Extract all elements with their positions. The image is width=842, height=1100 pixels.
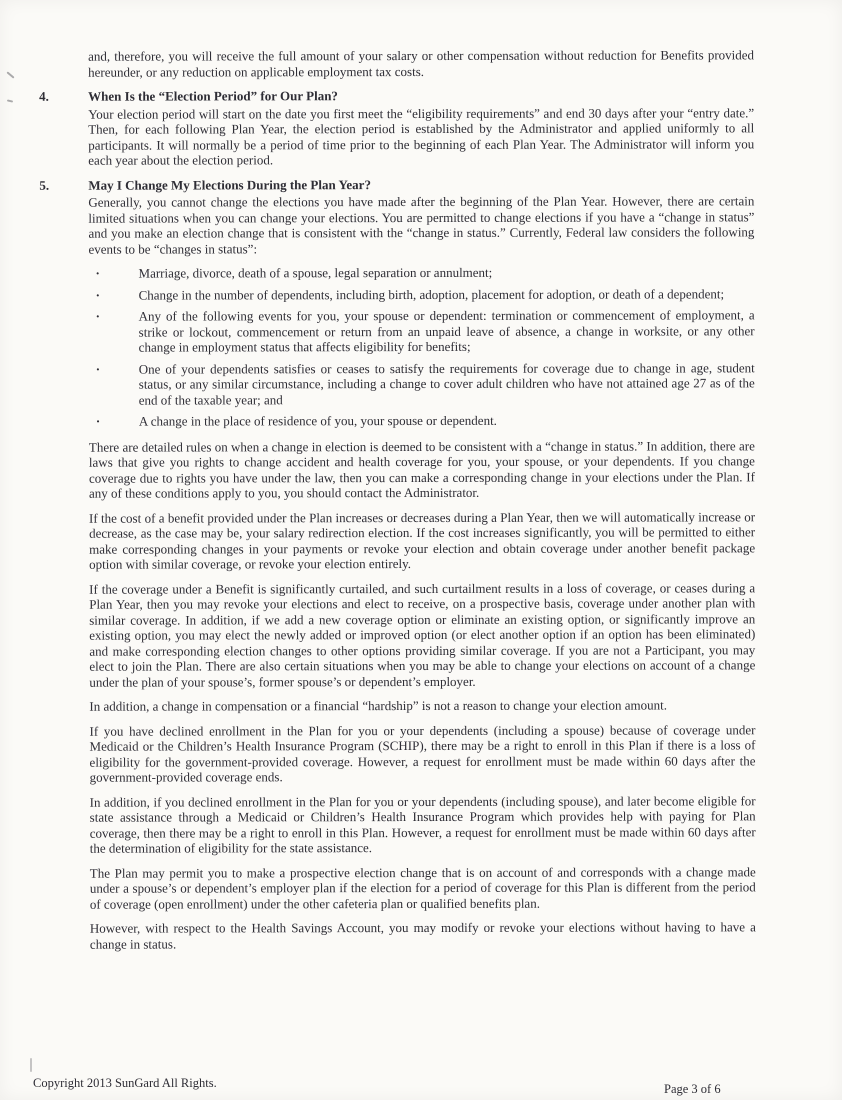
section-paragraph: Your election period will start on the date you first meet the “eligibility requirements” and end 30 days after your “entry date.” Then, for each following Plan Year, the election period is established by the Administrator and applied uniformly to all participants. It will normally be a period of time prior to the beginning of each Plan Year. The Administrator will inform you each year about the election period.: [88, 104, 755, 168]
bullet-icon: ·: [95, 287, 100, 303]
section-heading: May I Change My Elections During the Plan Year?: [88, 176, 371, 193]
section-number: 4.: [39, 88, 49, 104]
footer-page-number: Page 3 of 6: [664, 1082, 721, 1096]
list-item: [89, 307, 755, 355]
section-paragraph: In addition, a change in compensation or a financial “hardship” is not a reason to change your election amount.: [89, 697, 668, 714]
page-content: [39, 47, 756, 960]
list-item-text: Any of the following events for you, your spouse or dependent: termination or commencement of employment, a strike or lockout, commencement or return from an unpaid leave of absence, a change in worksite, or any other change in employment status that affects eligibility for benefits;: [138, 307, 755, 355]
bullet-icon: ·: [95, 308, 100, 324]
section-paragraph: There are detailed rules on when a change in election is deemed to be consistent with a “change in status.” In addition, there are laws that give you rights to change accident and health coverage for you, your spouse, or your dependents. If you change coverage due to rights you have under the law, then you can make a corresponding change in your elections under the Plan. If any of these conditions apply to you, you should contact the Administrator.: [88, 437, 755, 501]
continuation-paragraph: and, therefore, you will receive the full amount of your salary or other compensation without reduction for Benefits provided hereunder, or any reduction on applicable employment tax costs.: [88, 47, 755, 80]
section-paragraph: The Plan may permit you to make a prospective election change that is on account of and corresponds with a change made under a spouse’s or dependent’s employer plan if the election for a period of coverage for this Plan is different from the period of coverage (open enrollment) under the other cafeteria plan or qualified benefits plan.: [89, 863, 756, 912]
section-5: [39, 176, 756, 952]
section-paragraph: If the cost of a benefit provided under the Plan increases or decreases during a Plan Year, then we will automatically increase or decrease, as the case may be, your salary redirection election. If the cost increases significantly, you will be permitted to either make corresponding changes in your payments or revoke your election and obtain coverage under another benefit package option with similar coverage, or revoke your election entirely.: [89, 508, 756, 572]
list-item: [89, 264, 755, 281]
section-4: [39, 87, 755, 168]
section-heading: When Is the “Election Period” for Our Plan?: [88, 88, 338, 104]
scan-artifact: [7, 99, 13, 102]
list-item-text: Marriage, divorce, death of a spouse, legal separation or annulment;: [138, 264, 493, 281]
list-item: [89, 360, 755, 408]
section-number: 5.: [39, 177, 50, 193]
section-paragraph: If the coverage under a Benefit is significantly curtailed, and such curtailment results in a loss of coverage, or ceases during a Plan Year, then you may revoke your elections and elect to receive, on a prospective basis, coverage under another plan with similar coverage. In addition, if we add a new coverage option or eliminate an existing option, or significantly improve an existing option, you may elect the newly added or improved option (or elect another option if an option has been eliminated) and make corresponding election changes to other options providing similar coverage. If you are not a Participant, you may elect to join the Plan. There are also certain situations when you may be able to change your elections on account of a change under the plan of your spouse’s, former spouse’s or dependent’s employer.: [89, 579, 756, 690]
bullet-icon: ·: [95, 361, 101, 377]
list-item: [89, 412, 755, 429]
section-paragraph: If you have declined enrollment in the Plan for you or your dependents (including a spouse) because of coverage under Medicaid or the Children’s Health Insurance Program (SCHIP), there may be a right to enroll in this Plan if there is a loss of eligibility for the government-provided coverage. However, a request for enrollment must be made within 60 days after the government-provided coverage ends.: [89, 721, 756, 785]
section-paragraph: However, with respect to the Health Savings Account, you may modify or revoke your elections without having to have a change in status.: [89, 919, 756, 952]
list-item: [89, 286, 755, 303]
status-change-list: [89, 264, 755, 429]
list-item-text: A change in the place of residence of you, your spouse or dependent.: [138, 412, 497, 429]
footer-copyright: Copyright 2013 SunGard All Rights.: [33, 1076, 217, 1090]
bullet-icon: ·: [95, 265, 100, 281]
scan-artifact: [6, 71, 14, 78]
scan-artifact: [30, 1058, 32, 1072]
list-item-text: One of your dependents satisfies or ceases to satisfy the requirements for coverage due to change in age, student status, or any similar circumstance, including a change to cover adult children who have not attained age 27 as of the end of the taxable year; and: [138, 359, 755, 408]
section-paragraph: Generally, you cannot change the elections you have made after the beginning of the Plan Year. However, there are certain limited situations when you can change your elections. You are permitted to change elections if you have a “change in status” and you make an election change that is consistent with the “change in status.” Currently, Federal law considers the following events to be “changes in status”:: [88, 193, 755, 257]
bullet-icon: ·: [95, 413, 101, 429]
section-paragraph: In addition, if you declined enrollment in the Plan for you or your dependents (including spouse), and later become eligible for state assistance through a Medicaid or Children’s Health Insurance Program which provides help with paying for Plan coverage, then there may be a right to enroll in this Plan. However, a request for enrollment must be made within 60 days after the determination of eligibility for the state assistance.: [89, 792, 756, 856]
list-item-text: Change in the number of dependents, including birth, adoption, placement for adoption, or death of a dependent;: [138, 285, 725, 303]
